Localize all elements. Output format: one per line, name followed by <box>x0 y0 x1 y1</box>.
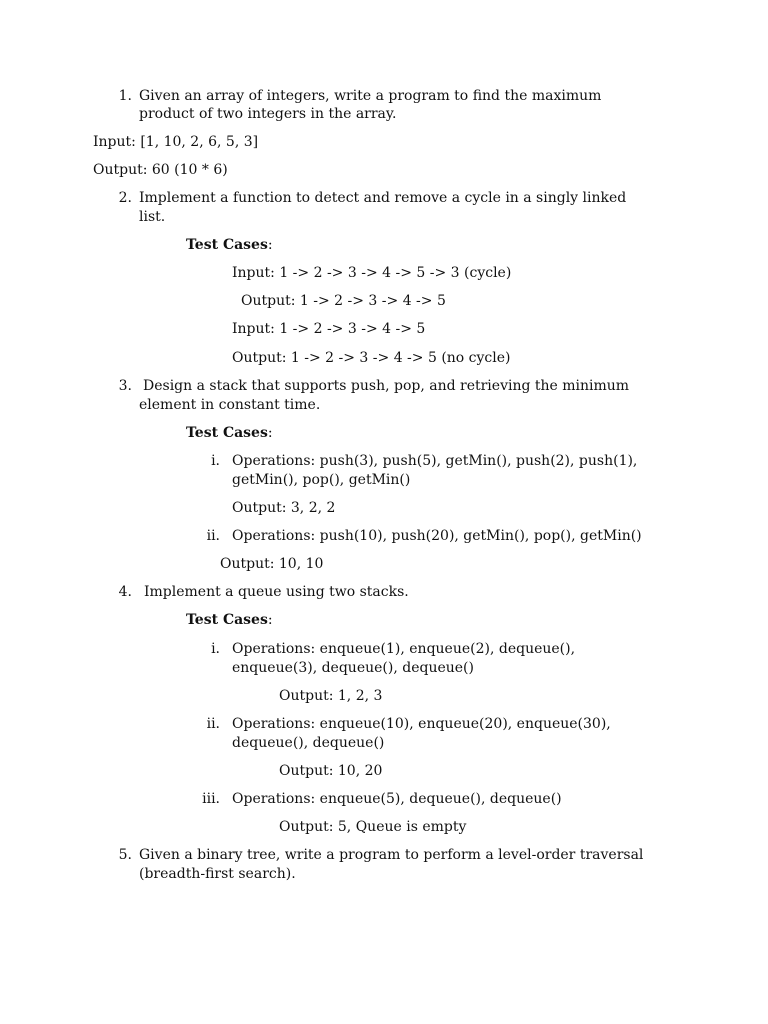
question-text-line: Implement a function to detect and remove a cycle in a singly linked <box>139 190 627 206</box>
test-output: Output: 1 -> 2 -> 3 -> 4 -> 5 <box>241 293 446 309</box>
test-cases-label: Test Cases <box>186 612 268 628</box>
test-cases-heading <box>186 424 273 443</box>
case-number: ii. <box>206 528 220 544</box>
question-text-line: list. <box>139 209 166 225</box>
test-output: Output: 1 -> 2 -> 3 -> 4 -> 5 (no cycle) <box>232 350 511 366</box>
test-cases-heading <box>186 611 273 630</box>
question-number: 3. <box>118 378 132 394</box>
case-number: ii. <box>206 716 220 732</box>
operations-line: Operations: push(3), push(5), getMin(), push(2), push(1), <box>232 453 638 469</box>
test-input: Input: 1 -> 2 -> 3 -> 4 -> 5 -> 3 (cycle) <box>232 265 512 281</box>
test-output: Output: 10, 10 <box>220 556 324 572</box>
question-text-line: Given a binary tree, write a program to perform a level-order traversal <box>139 847 644 863</box>
question-number: 2. <box>118 190 132 206</box>
test-cases-label: Test Cases <box>186 237 268 253</box>
case-number: i. <box>211 453 220 469</box>
test-output: Output: 10, 20 <box>279 763 383 779</box>
test-cases-colon: : <box>267 612 273 628</box>
question-number: 5. <box>118 847 132 863</box>
test-input: Input: 1 -> 2 -> 3 -> 4 -> 5 <box>232 321 426 337</box>
operations-line: Operations: push(10), push(20), getMin(), pop(), getMin() <box>232 528 642 544</box>
operations-line: Operations: enqueue(5), dequeue(), dequeue() <box>232 791 562 807</box>
question-number: 1. <box>118 88 132 104</box>
operations-line: getMin(), pop(), getMin() <box>232 472 411 488</box>
operations-line: dequeue(), dequeue() <box>232 735 385 751</box>
question-text-line: (breadth-first search). <box>139 866 296 882</box>
question-text-line: element in constant time. <box>139 397 321 413</box>
case-number: iii. <box>202 791 220 807</box>
test-output: Output: 5, Queue is empty <box>279 819 467 835</box>
operations-line: enqueue(3), dequeue(), dequeue() <box>232 660 474 676</box>
test-cases-colon: : <box>267 237 273 253</box>
test-cases-label: Test Cases <box>186 425 268 441</box>
question-text-line: Design a stack that supports push, pop, and retrieving the minimum <box>143 378 630 394</box>
question-text-line: product of two integers in the array. <box>139 106 397 122</box>
example-input: Input: [1, 10, 2, 6, 5, 3] <box>93 134 259 150</box>
test-cases-heading <box>186 236 273 255</box>
test-output: Output: 1, 2, 3 <box>279 688 383 704</box>
question-number: 4. <box>118 584 132 600</box>
example-output: Output: 60 (10 * 6) <box>93 162 228 178</box>
operations-line: Operations: enqueue(10), enqueue(20), enqueue(30), <box>232 716 611 732</box>
test-output: Output: 3, 2, 2 <box>232 500 336 516</box>
case-number: i. <box>211 641 220 657</box>
question-text-line: Given an array of integers, write a program to find the maximum <box>139 88 602 104</box>
question-text-line: Implement a queue using two stacks. <box>144 584 409 600</box>
test-cases-colon: : <box>267 425 273 441</box>
operations-line: Operations: enqueue(1), enqueue(2), dequeue(), <box>232 641 576 657</box>
